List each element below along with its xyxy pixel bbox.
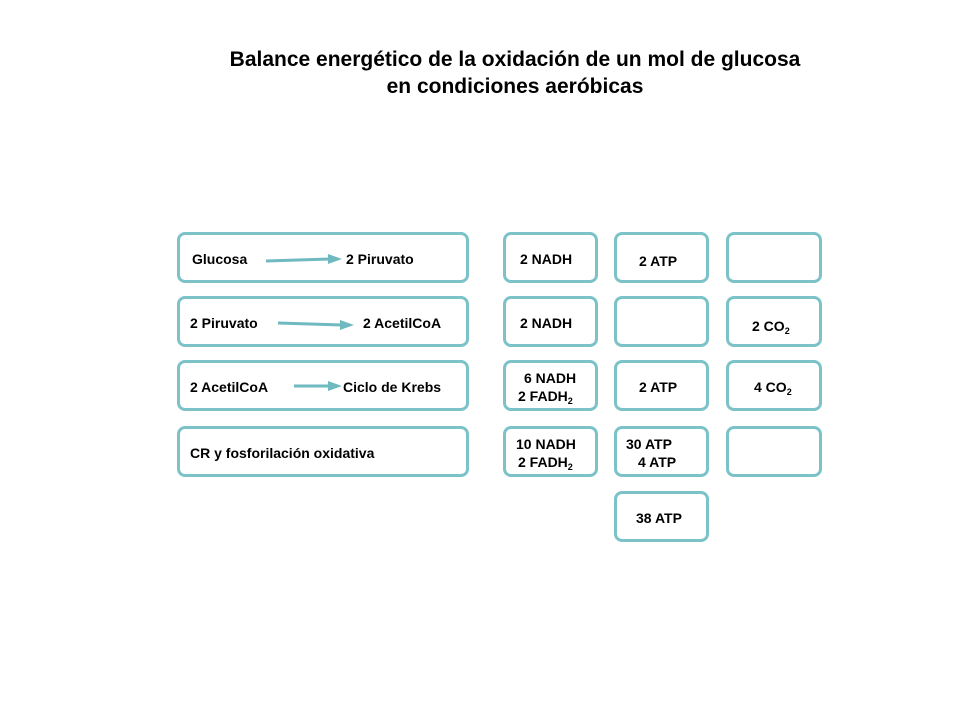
process-box-pyruvate-oxidation (177, 296, 469, 347)
nadh-value: 2 NADH (520, 251, 573, 267)
process-to-label: 2 Piruvato (346, 251, 414, 267)
atp-box-1 (614, 232, 709, 283)
co2-box-3 (726, 360, 822, 411)
process-to-label: 2 AcetilCoA (363, 315, 442, 331)
atp-total-value: 38 ATP (636, 510, 682, 526)
process-from-label: 2 Piruvato (190, 315, 258, 331)
atp-box-2 (614, 296, 709, 347)
process-to-label: Ciclo de Krebs (343, 379, 442, 395)
co2-value: 2 $CO_2$ (752, 318, 790, 336)
process-box-oxidative-phosphorylation (177, 426, 469, 477)
process-from-label: Glucosa (192, 251, 248, 267)
nadh-value: 10 NADH (516, 436, 576, 452)
nadh-box-2 (503, 296, 598, 347)
co2-box-1 (726, 232, 822, 283)
process-box-krebs (177, 360, 469, 411)
fadh-value: 2 $FADH_2$ (518, 388, 573, 406)
co2-box-4 (726, 426, 822, 477)
atp-value: 2 ATP (639, 379, 678, 395)
title-line-2: en condiciones aeróbicas (386, 75, 644, 98)
process-from-label: 2 AcetilCoA (190, 379, 269, 395)
atp-value: 4 ATP (638, 454, 677, 470)
co2-value: 4 $CO_2$ (754, 379, 792, 397)
nadh-box-4 (503, 426, 598, 477)
process-box-glycolysis (177, 232, 469, 283)
fadh-value: 2 $FADH_2$ (518, 454, 573, 472)
nadh-value: 6 NADH (524, 370, 577, 386)
atp-value: 2 ATP (639, 253, 678, 269)
nadh-box-1 (503, 232, 598, 283)
atp-total-box (614, 491, 709, 542)
nadh-box-3 (503, 360, 598, 411)
process-arrow (276, 315, 358, 331)
process-label: CR y fosforilación oxidativa (190, 445, 375, 461)
page-title (0, 46, 960, 100)
atp-box-4 (614, 426, 709, 477)
co2-box-2 (726, 296, 822, 347)
nadh-value: 2 NADH (520, 315, 573, 331)
process-arrow (264, 251, 346, 267)
process-arrow (292, 377, 346, 393)
atp-box-3 (614, 360, 709, 411)
atp-value: 30 ATP (626, 436, 672, 452)
title-line-1: Balance energético de la oxidación de un mol de glucosa (229, 48, 801, 71)
